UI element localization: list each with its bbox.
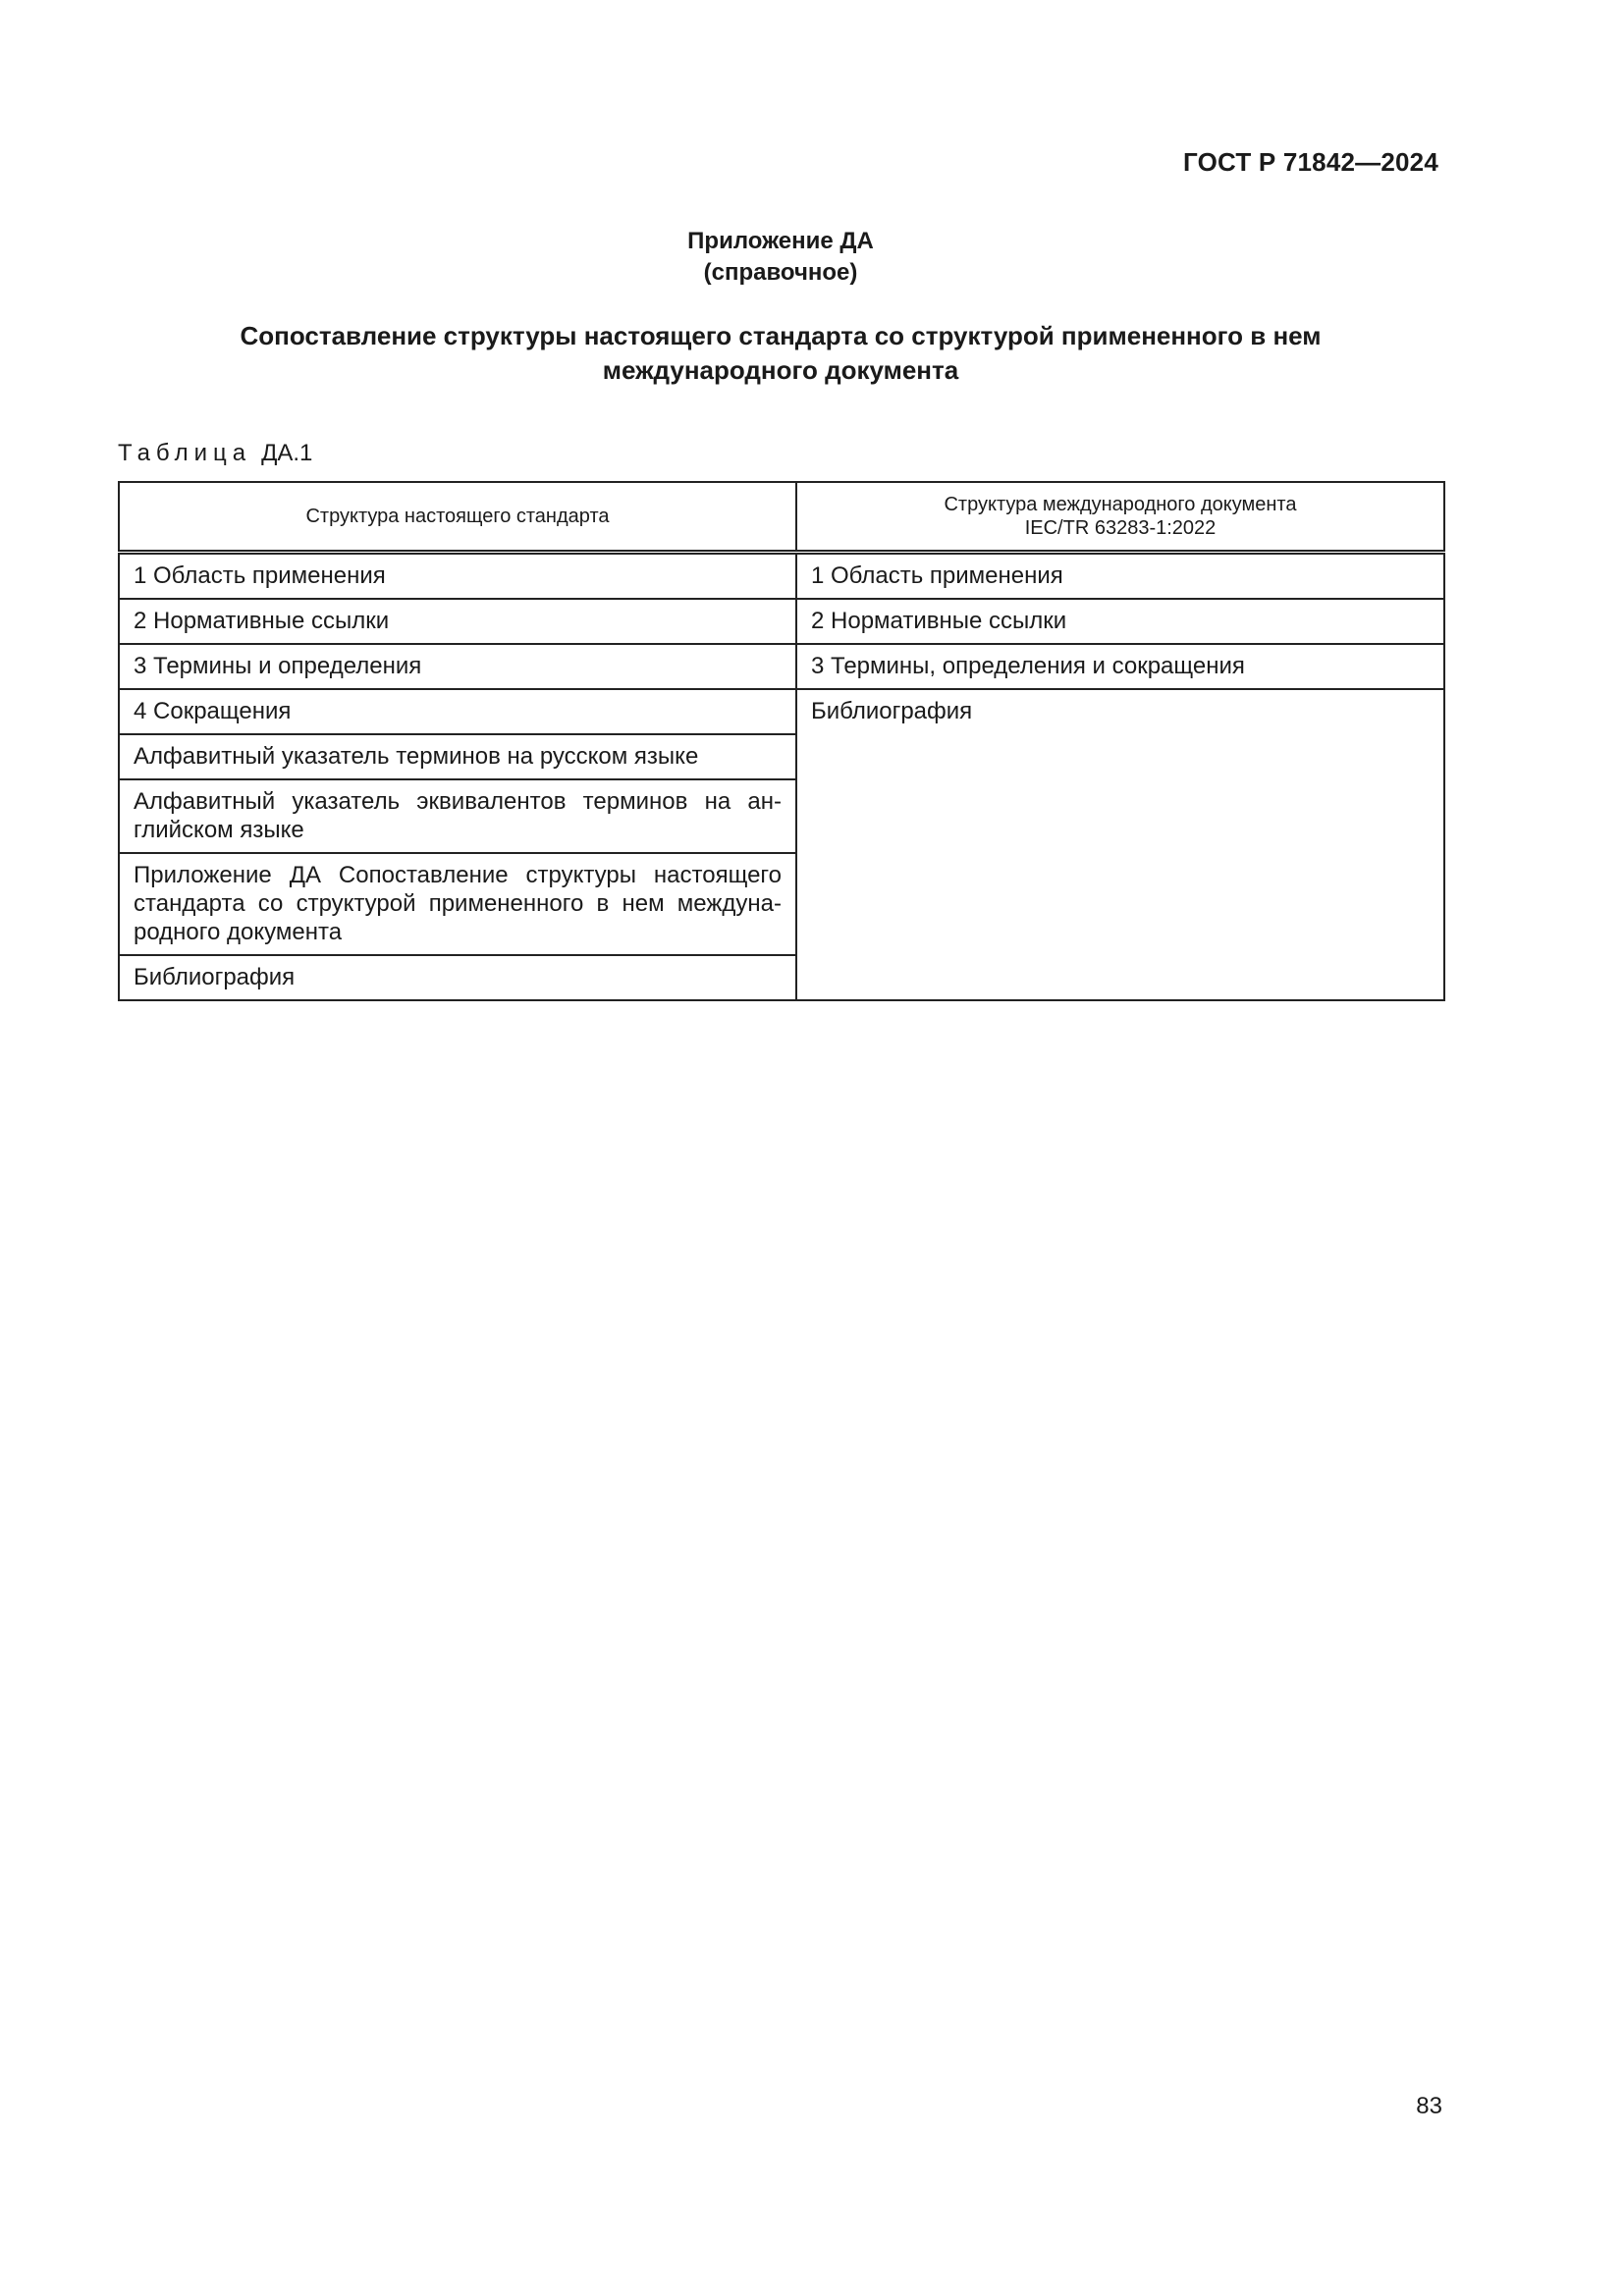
document-code: ГОСТ Р 71842—2024 (1183, 147, 1438, 177)
column-header-international-document (796, 482, 1444, 553)
right-cell-terms-definitions-abbreviations: 3 Термины, определения и сокращения (796, 644, 1444, 689)
table-label-number: ДА.1 (261, 440, 313, 466)
main-title-line-2: международного документа (602, 355, 959, 385)
table-label-word: Таблица (118, 440, 252, 466)
appendix-title: Приложение ДА (687, 228, 874, 254)
right-cell-scope: 1 Область применения (796, 553, 1444, 600)
table-label (118, 440, 312, 467)
table-row (119, 689, 1444, 734)
left-cell-scope: 1 Область применения (119, 553, 796, 600)
left-cell-abbreviations: 4 Сокращения (119, 689, 796, 734)
table-row (119, 553, 1444, 600)
column-header-international-line-1: Структура международного документа (944, 494, 1297, 515)
left-cell-russian-index: Алфавитный указатель терминов на русском языке (119, 734, 796, 779)
table-row (119, 599, 1444, 644)
left-cell-english-index: Алфавитный указатель эквивалентов терминов на ан-глийском языке (119, 779, 796, 853)
appendix-heading (0, 226, 1561, 289)
left-cell-terms-definitions: 3 Термины и определения (119, 644, 796, 689)
right-cell-normative-references: 2 Нормативные ссылки (796, 599, 1444, 644)
table-row (119, 644, 1444, 689)
column-header-national-standard: Структура настоящего стандарта (119, 482, 796, 553)
appendix-subtitle: (справочное) (703, 259, 858, 286)
main-title (0, 319, 1561, 388)
right-cell-bibliography: Библиография (796, 689, 1444, 1000)
main-title-line-1: Сопоставление структуры настоящего стандарта со структурой примененного в нем (240, 321, 1322, 350)
left-cell-bibliography: Библиография (119, 955, 796, 1000)
structure-comparison-table (118, 481, 1445, 1001)
left-cell-normative-references: 2 Нормативные ссылки (119, 599, 796, 644)
table-header-row (119, 482, 1444, 553)
left-cell-appendix-da: Приложение ДА Сопоставление структуры настоящего стандарта со структурой примененного в нем междуна-родного документа (119, 853, 796, 955)
column-header-international-line-2: IEC/TR 63283-1:2022 (1024, 517, 1217, 539)
page-number: 83 (1416, 2093, 1442, 2119)
